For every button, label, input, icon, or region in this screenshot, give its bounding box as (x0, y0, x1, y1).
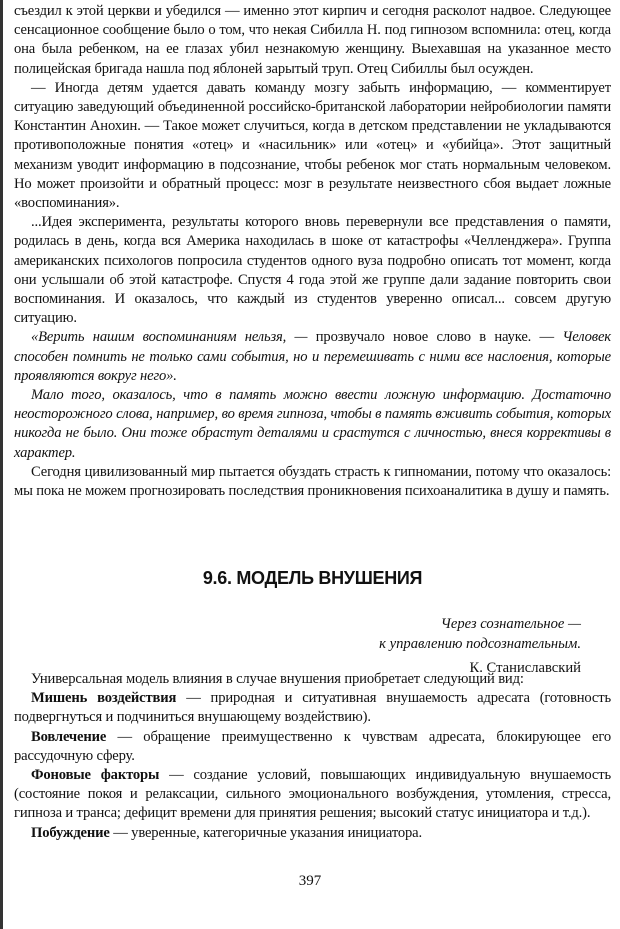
definition-motivation-text: — уверенные, категоричные указания инициатора. (109, 824, 422, 841)
paragraph-church: съездил к этой церкви и убедился — именно этот кирпич и сегодня расколот надвое. Следующее сенсационное сообщение было о том, что некая Сибилла Н. под гипнозом вспомнила: отец, когда она была ребенком, на ее глазах убил незнакомую женщину. Выехавшая на указанное место полицейская бригада нашла под яблоней зарытый труп. Отец Сибиллы был осужден. (14, 3, 611, 77)
definition-motivation (14, 824, 611, 843)
term-involvement: Вовлечение (31, 728, 107, 745)
page-number: 397 (298, 873, 322, 889)
page-body (14, 2, 611, 841)
section-heading: 9.6. МОДЕЛЬ ВНУШЕНИЯ (202, 568, 423, 588)
term-background: Фоновые факторы (31, 767, 160, 784)
epigraph-author: К. Станиславский (469, 660, 581, 676)
scan-edge (0, 0, 3, 929)
quote-part-2: Человек способен помнить не только сами события, но и перемешивать с ними все наслоения, которые проявляются вокруг него». (14, 329, 611, 384)
epigraph-line-2: к управлению подсознательным. (379, 636, 581, 652)
definition-involvement (14, 728, 611, 766)
definition-background-text: — создание условий, повышающих индивидуальную внушаемость (состояние покоя и релаксации, сильного эмоционального возбуждения, утомления, стресса, гипноза и транса; дефицит времени для принятия решения; высокий статус инициатора и т.д.). (14, 767, 611, 822)
paragraph-false-memory: Мало того, оказалось, что в память можно ввести ложную информацию. Достаточно неосторожного слова, например, во время гипноза, чтобы в память вживить события, которых никогда не было. Они тоже обрастут деталями и срастутся с личностью, внеся коррективы в характер. (14, 387, 611, 461)
paragraph-anokhin: — Иногда детям удается давать команду мозгу забыть информацию, — комментирует ситуацию заведующий объединенной российско-британской лаборатории нейробиологии памяти Константин Анохин. — Такое может случиться, когда в детском представлении не укладываются противоположные понятия «отец» и «насильник» или «отец» и «убийца». Этот защитный механизм уводит информацию в подсознание, чтобы ребенок мог стать нормальным человеком. Но может произойти и обратный процесс: мозг в результате неизвестного сбоя выдает ложные «воспоминания». (14, 79, 611, 212)
paragraph-hypnomania: Сегодня цивилизованный мир пытается обуздать страсть к гипномании, потому что оказалось: мы пока не можем прогнозировать последствия проникновения психоаналитика в душу и память. (14, 463, 611, 500)
epigraph-line-1: Через сознательное — (440, 616, 581, 632)
paragraph-challenger: ...Идея эксперимента, результаты которого вновь перевернули все представления о памяти, родилась в день, когда вся Америка находилась в шоке от катастрофы «Челленджера». Группа американских психологов попросила студентов одного вуза подробно описать тот момент, когда они услышали об этой катастрофе. Спустя 4 года этой же группе дали задание повторить свои воспоминания. И оказалось, что каждый из студентов уверенно описал... совсем другую ситуацию. (14, 214, 611, 327)
model-intro: Универсальная модель влияния в случае внушения приобретает следующий вид: (31, 671, 524, 687)
term-motivation: Побуждение (31, 824, 110, 841)
quote-part-1: «Верить нашим воспоминаниям нельзя, — (31, 329, 308, 346)
quote-part-plain: прозвучало новое слово в науке. — (307, 329, 563, 346)
epigraph (379, 614, 581, 678)
definition-involvement-text: — обращение преимущественно к чувствам адресата, блокирующее его рассудочную сферу. (14, 728, 611, 764)
term-target: Мишень воздействия (31, 690, 177, 707)
paragraph-quote (14, 328, 611, 386)
definition-target-text: — природная и ситуативная внушаемость адресата (готовность подвергнуться и подчиниться внушающему воздействию). (14, 690, 611, 726)
definition-target (14, 689, 611, 727)
definition-background (14, 766, 611, 824)
suggestion-model (14, 670, 611, 843)
